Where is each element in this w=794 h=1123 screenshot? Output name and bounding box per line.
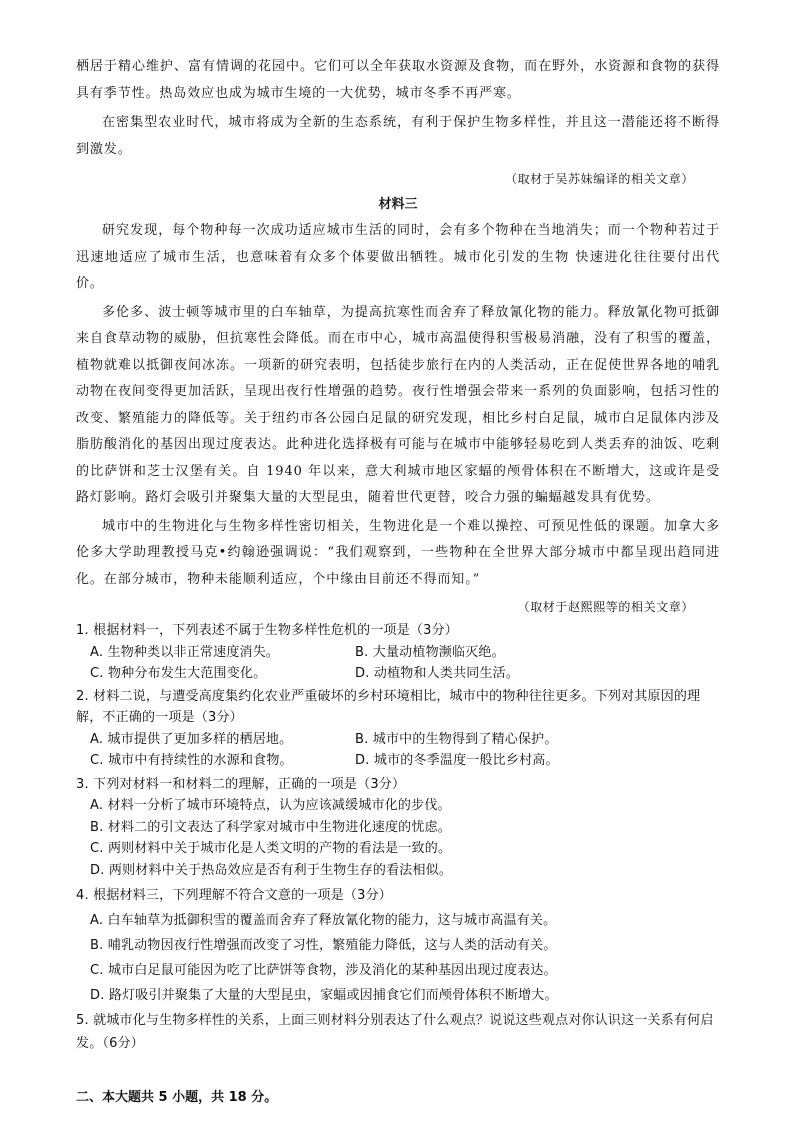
- option-c: C. 城市白足鼠可能因为吃了比萨饼等食物，涉及消化的某种基因出现过度表达。: [90, 963, 557, 978]
- question-stem: 2. 材料二说，与遭受高度集约化农业严重破坏的乡村环境相比，城市中的物种往往更多。下列对其原因的理解，不正确的一项是（3分）: [76, 688, 701, 725]
- option-a: A. 材料一分析了城市环境特点，认为应该减缓城市化的步伐。: [90, 798, 451, 813]
- option-a: A. 生物种类以非正常速度消失。: [90, 644, 280, 660]
- question-stem: 4. 根据材料三，下列理解不符合文意的一项是（3分）: [76, 888, 393, 903]
- question-3: [76, 774, 720, 882]
- option-c: C. 物种分布发生大范围变化。: [90, 666, 267, 681]
- option-d: D. 城市的冬季温度一般比乡村高。: [355, 753, 559, 768]
- material3-paragraph-1: 研究发现，每个物种每一次成功适应城市生活的同时，会有多个物种在当地消失；而一个物种若过于迅速地适应了城市生活，也意味着有众多个体要做出牺牲。城市化引发的生物 快速进化往往要付出代价。: [76, 223, 720, 291]
- question-stem: 1. 根据材料一，下列表述不属于生物多样性危机的一项是（3分）: [76, 623, 459, 638]
- option-a: A. 城市提供了更加多样的栖居地。: [90, 731, 293, 747]
- option-d: D. 动植物和人类共同生活。: [355, 666, 520, 681]
- question-4: [76, 883, 720, 1008]
- question-stem: 5. 就城市化与生物多样性的关系，上面三则材料分别表达了什么观点？说说这些观点对你认识这一关系有何启发。（6分）: [76, 1013, 714, 1051]
- option-c: C. 城市中有持续性的水源和食物。: [90, 753, 293, 768]
- option-b: B. 材料二的引文表达了科学家对城市中生物进化速度的忧虑。: [90, 819, 451, 835]
- question-stem: 3. 下列对材料一和材料二的理解，正确的一项是（3分）: [76, 776, 406, 792]
- material3-paragraph-2: 多伦多、波士顿等城市里的白车轴草，为提高抗寒性而舍弃了释放氰化物的能力。释放氰化物可抵御来自食草动物的威胁，但抗寒性会降低。而在市中心，城市高温使得积雪极易消融，没有了积雪的覆盖，植物就难以抵御夜间冰冻。一项新的研究表明，包括徒步旅行在内的人类活动，正在促使世界各地的哺乳动物在夜间变得更加活跃，呈现出夜行性增强的趋势。夜行性增强会带来一系列的负面影响，包括习性的改变、繁殖能力的降低等。关于纽约市各公园白足鼠的研究发现，相比乡村白足鼠，城市白足鼠体内涉及脂肪酸消化的基因出现过度表达。此种进化选择极有可能与在城市中能够轻易吃到人类丢弃的油饭、吃剩的比萨饼和芝士汉堡有关。自 1940 年以来，意大利城市地区家蝠的颅骨体积在不断增大，这或许是受路灯影响。路灯会吸引并聚集大量的大型昆虫，随着世代更替，咬合力强的蝙蝠越发具有优势。: [76, 304, 720, 505]
- material3-title: 材料三: [378, 197, 418, 212]
- option-d: D. 两则材料中关于热岛效应是否有利于生物生存的看法相似。: [90, 862, 453, 878]
- material2-paragraph-end: 栖居于精心维护、富有情调的花园中。它们可以全年获取水资源及食物，而在野外，水资源和食物的获得具有季节性。热岛效应也成为城市生境的一大优势，城市冬季不再严寒。: [76, 59, 720, 101]
- material2-source: （取材于吴苏妹编译的相关文章）: [504, 172, 694, 186]
- option-b: B. 城市中的生物得到了精心保护。: [355, 731, 558, 747]
- option-b: B. 哺乳动物因夜行性增强而改变了习性，繁殖能力降低，这与人类的活动有关。: [90, 938, 557, 953]
- question-1: [76, 620, 720, 685]
- question-2: [76, 686, 720, 772]
- material2-paragraph-conclusion: 在密集型农业时代，城市将成为全新的生态系统，有利于保护生物多样性，并且这一潜能还将不断得到激发。: [76, 115, 720, 157]
- option-b: B. 大量动植物濒临灭绝。: [355, 644, 505, 660]
- exam-page: [76, 54, 720, 1105]
- material3-paragraph-3: 城市中的生物进化与生物多样性密切相关，生物进化是一个难以操控、可预见性低的课题。加拿大多伦多大学助理教授马克•约翰逊强调说：“我们观察到，一些物种在全世界大部分城市中都呈现出趋同进化。在部分城市，物种未能顺利适应，个中缘由目前还不得而知。”: [76, 518, 720, 587]
- section-heading: 二、本大题共 5 小题，共 18 分。: [76, 1090, 278, 1105]
- material3-source: （取材于赵熙熙等的相关文章）: [517, 600, 694, 614]
- options-row: [76, 729, 720, 751]
- option-a: A. 白车轴草为抵御积雪的覆盖而舍弃了释放氰化物的能力，这与城市高温有关。: [90, 913, 557, 928]
- option-c: C. 两则材料中关于城市化是人类文明的产物的看法是一致的。: [90, 841, 452, 856]
- option-d: D. 路灯吸引并聚集了大量的大型昆虫，家蝠或因捕食它们而颅骨体积不断增大。: [90, 988, 558, 1003]
- options-row: [76, 663, 720, 685]
- options-row: [76, 750, 720, 772]
- question-5: [76, 1009, 720, 1055]
- options-row: [76, 642, 720, 664]
